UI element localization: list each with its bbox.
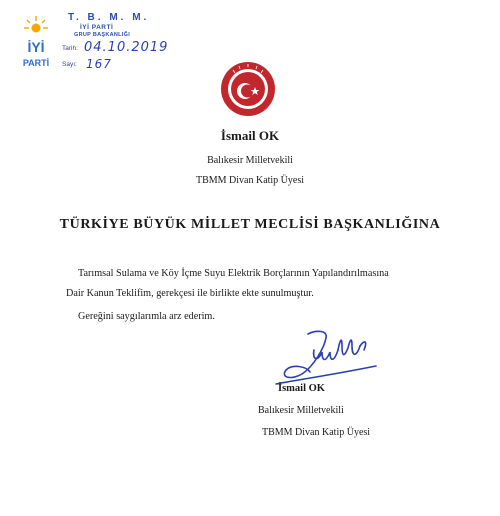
iyi-party-logo [18, 14, 54, 72]
sender-title-2: TBMM Divan Katip Üyesi [195, 175, 305, 186]
handwritten-signature [256, 326, 386, 388]
stamp-number-value: 167 [86, 57, 112, 71]
tbmm-seal-icon [219, 60, 277, 118]
stamp-title: T. B. M. M. [68, 12, 150, 23]
signature-title-1: Balıkesir Milletvekili [258, 405, 344, 416]
sender-title-1: Balıkesir Milletvekili [207, 155, 293, 166]
stamp-party: İYİ PARTİ [80, 24, 114, 31]
stamp-date-value: 04.10.2019 [84, 40, 169, 55]
body-line-3: Gereğini saygılarımla arz ederim. [78, 311, 215, 322]
signature-name: İsmail OK [278, 383, 325, 394]
stamp-department: GRUP BAŞKANLIĞI [74, 32, 131, 38]
addressee-heading: TÜRKİYE BÜYÜK MİLLET MECLİSİ BAŞKANLIĞINA [59, 217, 441, 232]
stamp-date-label: Tarih: [62, 45, 78, 52]
body-line-2: Dair Kanun Teklifim, gerekçesi ile birlikte ekte sunulmuştur. [66, 288, 314, 299]
body-line-1: Tarımsal Sulama ve Köy İçme Suyu Elektrik Borçlarının Yapılandırılmasına [78, 268, 389, 279]
svg-text:İYİ: İYİ [27, 39, 45, 55]
sender-name: İsmail OK [220, 128, 280, 143]
stamp-number-label: Sayı: [62, 61, 77, 68]
registry-stamp [60, 12, 169, 71]
signature-title-2: TBMM Divan Katip Üyesi [262, 427, 371, 438]
svg-text:PARTİ: PARTİ [22, 58, 50, 68]
